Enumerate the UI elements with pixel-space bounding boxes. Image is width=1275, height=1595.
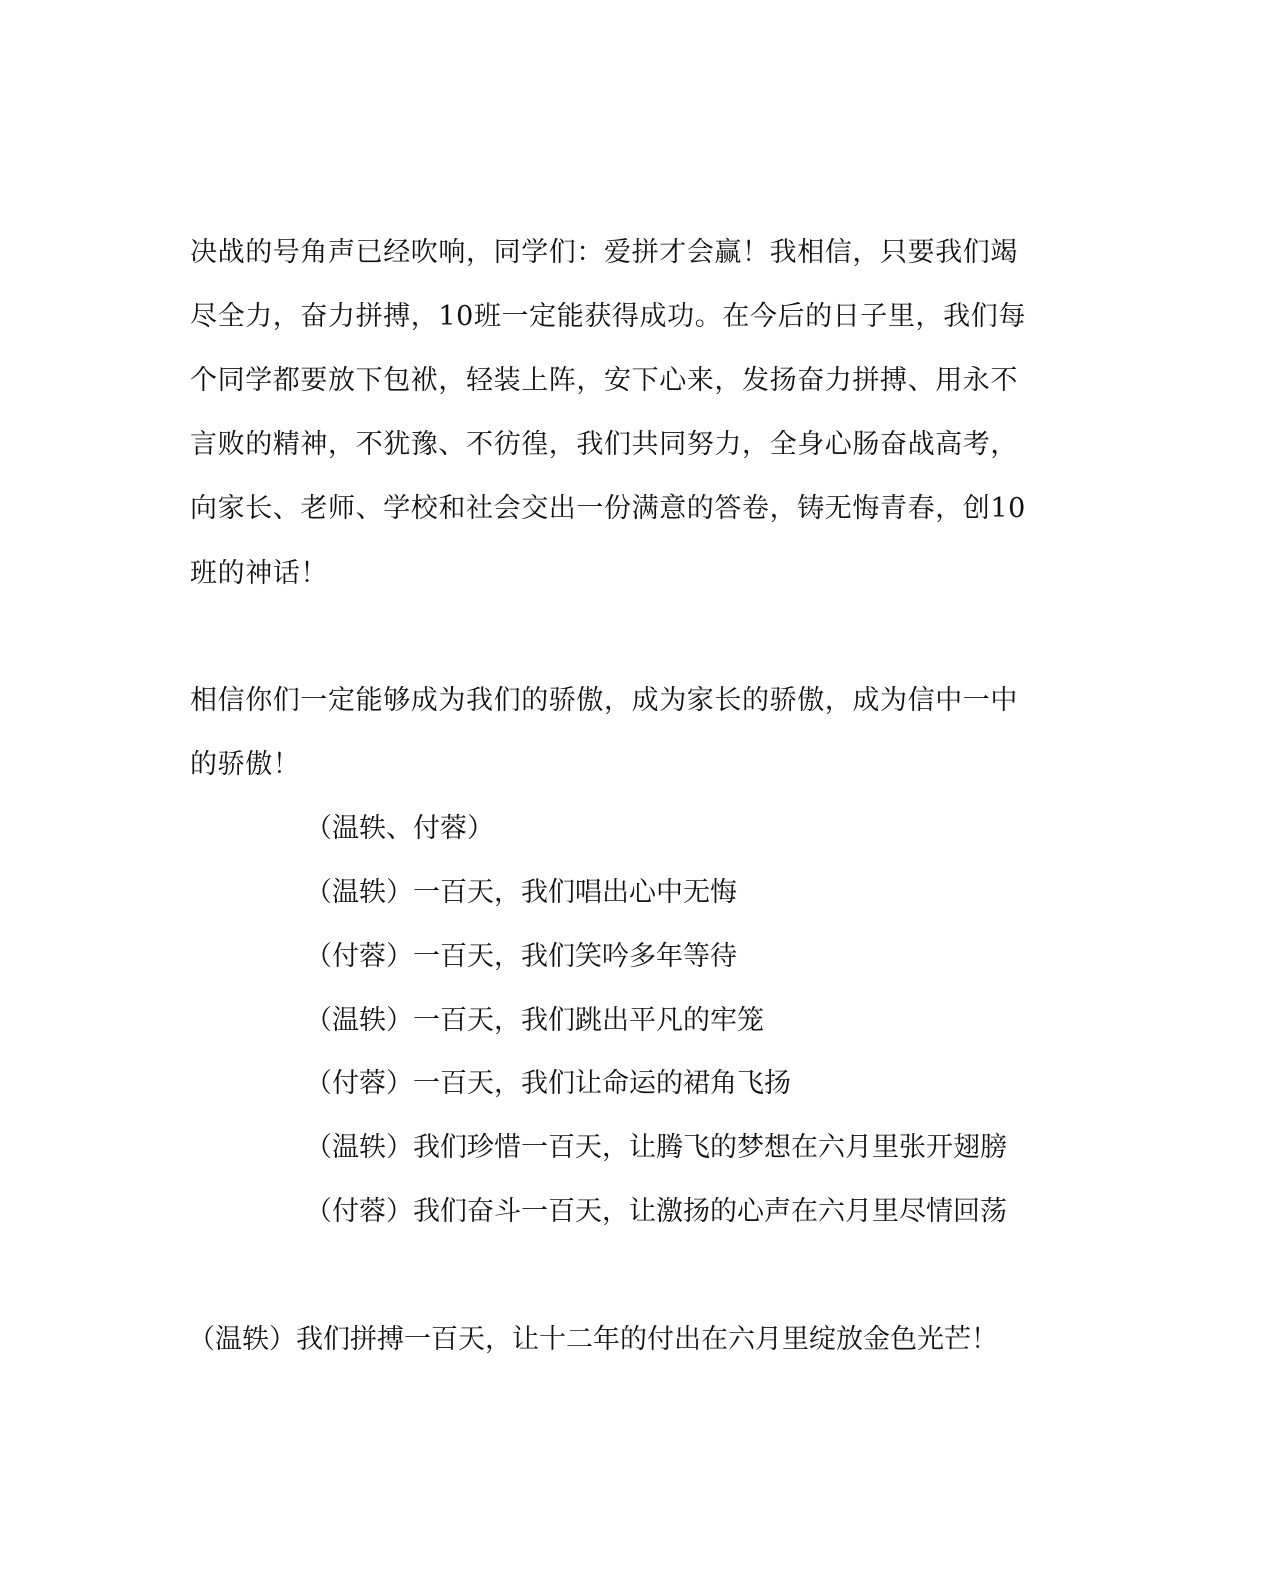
final-line: （温轶）我们拼搏一百天，让十二年的付出在六月里绽放金色光芒！ — [188, 1324, 998, 1355]
paragraph-2-line-1: 相信你们一定能够成为我们的骄傲，成为家长的骄傲，成为信中一中 — [190, 685, 1018, 716]
paragraph-1-line-1: 决战的号角声已经吹响，同学们：爱拼才会赢！我相信，只要我们竭 — [190, 237, 1018, 268]
dialogue-line-4: （温轶）一百天，我们跳出平凡的牢笼 — [305, 1005, 764, 1036]
dialogue-line-1: （温轶、付蓉） — [305, 813, 494, 844]
dialogue-line-7: （付蓉）我们奋斗一百天，让激扬的心声在六月里尽情回荡 — [305, 1196, 1007, 1227]
paragraph-1-line-6: 班的神话！ — [190, 558, 328, 589]
paragraph-1-line-3: 个同学都要放下包袱，轻装上阵，安下心来，发扬奋力拼搏、用永不 — [190, 365, 1018, 396]
dialogue-line-3: （付蓉）一百天，我们笑吟多年等待 — [305, 941, 737, 972]
dialogue-line-6: （温轶）我们珍惜一百天，让腾飞的梦想在六月里张开翅膀 — [305, 1132, 1007, 1163]
paragraph-2-line-2: 的骄傲！ — [190, 749, 301, 780]
dialogue-line-5: （付蓉）一百天，我们让命运的裙角飞扬 — [305, 1068, 791, 1099]
paragraph-1-line-4: 言败的精神，不犹豫、不彷徨，我们共同努力，全身心肠奋战高考， — [190, 429, 1018, 460]
paragraph-1-line-5: 向家长、老师、学校和社会交出一份满意的答卷，铸无悔青春，创10 — [190, 493, 1026, 524]
dialogue-line-2: （温轶）一百天，我们唱出心中无悔 — [305, 877, 737, 908]
paragraph-1-line-2: 尽全力，奋力拼搏，10班一定能获得成功。在今后的日子里，我们每 — [190, 301, 1026, 332]
